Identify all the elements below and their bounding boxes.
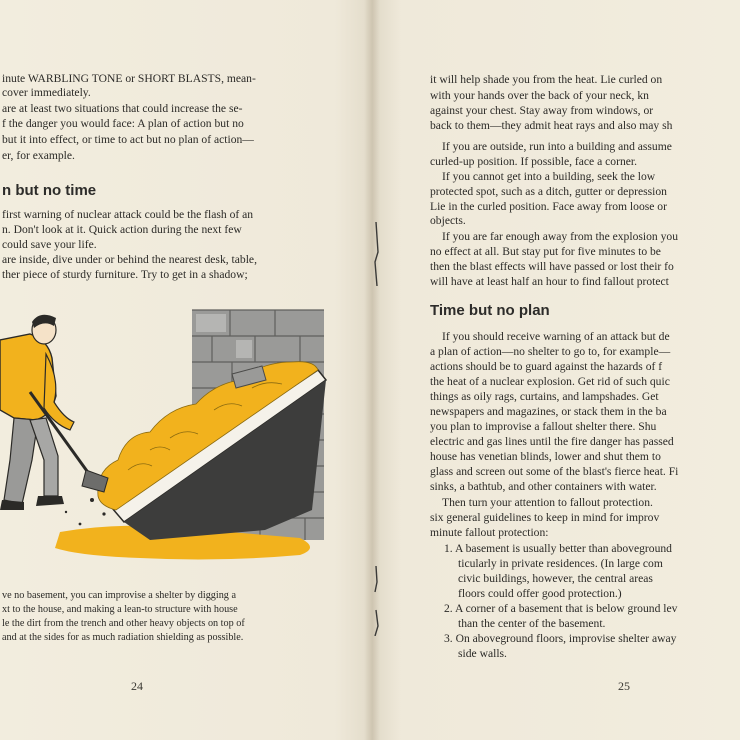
caption-line: le the dirt from the trench and other heavy objects on top of — [2, 618, 245, 629]
text-line: curled-up position. If possible, face a corner. — [430, 155, 638, 168]
text-line: If you are far enough away from the explosion you — [442, 230, 678, 243]
text-line: actions should be to guard against the hazards of f — [430, 360, 663, 373]
text-line: If you should receive warning of an attack but de — [442, 330, 670, 343]
caption-line: and at the sides for as much radiation shielding as possible. — [2, 632, 244, 643]
text-line: If you are outside, run into a building and assume — [442, 140, 672, 153]
list-item: 1. A basement is usually better than aboveground — [444, 542, 672, 555]
text-line: electric and gas lines until the fire danger has passed — [430, 435, 674, 448]
list-item-continuation: civic buildings, however, the central areas — [458, 572, 653, 585]
text-line: are inside, dive under or behind the nearest desk, table, — [2, 253, 257, 266]
text-line: objects. — [430, 214, 466, 227]
page-number: 24 — [131, 679, 143, 693]
text-line: it will help shade you from the heat. Lie curled on — [430, 73, 663, 86]
text-line: glass and screen out some of the blast's fierce heat. Fi — [430, 465, 679, 478]
section-heading: n but no time — [2, 182, 97, 199]
text-line: could save your life. — [2, 238, 97, 251]
text-line: are at least two situations that could increase the se- — [2, 102, 243, 115]
shelter-digging-illustration — [0, 300, 340, 565]
text-line: er, for example. — [2, 149, 75, 162]
text-line: back to them—they admit heat rays and also may sh — [430, 119, 673, 132]
text-line: you plan to improvise a fallout shelter there. Shu — [430, 420, 657, 433]
text-line: house has venetian blinds, lower and shut them to — [430, 450, 661, 463]
text-line: against your chest. Stay away from windows, or — [430, 104, 654, 117]
text-line: f the danger you would face: A plan of action but no — [2, 117, 244, 130]
text-line: n. Don't look at it. Quick action during the next few — [2, 223, 242, 236]
text-line: cover immediately. — [2, 86, 91, 99]
text-line: no effect at all. But stay put for five minutes to be — [430, 245, 661, 258]
caption-line: xt to the house, and making a lean-to structure with house — [2, 604, 238, 615]
list-item: 2. A corner of a basement that is below ground lev — [444, 602, 678, 615]
right-page — [372, 0, 740, 740]
text-line: but it into effect, or time to act but no plan of action— — [2, 133, 254, 146]
text-line: things as oily rags, curtains, and lampshades. Get — [430, 390, 659, 403]
text-line: six general guidelines to keep in mind for improv — [430, 511, 660, 524]
list-item-continuation: side walls. — [458, 647, 507, 660]
staple-bottom — [372, 566, 380, 636]
page-number: 25 — [618, 679, 630, 693]
text-line: then the blast effects will have passed or lost their fo — [430, 260, 674, 273]
man-digging — [0, 315, 108, 510]
list-item-continuation: than the center of the basement. — [458, 617, 606, 630]
text-line: the heat of a nuclear explosion. Get rid of such quic — [430, 375, 670, 388]
text-line: a plan of action—no shelter to go to, for example— — [430, 345, 671, 358]
text-line: first warning of nuclear attack could be the flash of an — [2, 208, 254, 221]
text-line: with your hands over the back of your neck, kn — [430, 89, 649, 102]
text-line: ther piece of sturdy furniture. Try to get in a shadow; — [2, 268, 248, 281]
text-line: protected spot, such as a ditch, gutter or depression — [430, 185, 667, 198]
section-heading: Time but no plan — [430, 302, 550, 319]
caption-line: ve no basement, you can improvise a shelter by digging a — [2, 590, 236, 601]
text-line: minute fallout protection: — [430, 526, 549, 539]
text-line: If you cannot get into a building, seek the low — [442, 170, 656, 183]
text-line: newspapers and magazines, or stack them in the ba — [430, 405, 667, 418]
staple-top — [372, 222, 380, 286]
text-line: inute WARBLING TONE or SHORT BLASTS, mean- — [2, 72, 256, 85]
list-item-continuation: ticularly in private residences. (In large com — [458, 557, 663, 570]
text-line: will have at least half an hour to find fallout protect — [430, 275, 669, 288]
list-item: 3. On aboveground floors, improvise shelter away — [444, 632, 677, 645]
text-line: Then turn your attention to fallout protection. — [442, 496, 653, 509]
list-item-continuation: floors could offer good protection.) — [458, 587, 622, 600]
text-line: sinks, a bathtub, and other containers with water. — [430, 480, 657, 493]
text-line: Lie in the curled position. Face away from loose or — [430, 200, 667, 213]
